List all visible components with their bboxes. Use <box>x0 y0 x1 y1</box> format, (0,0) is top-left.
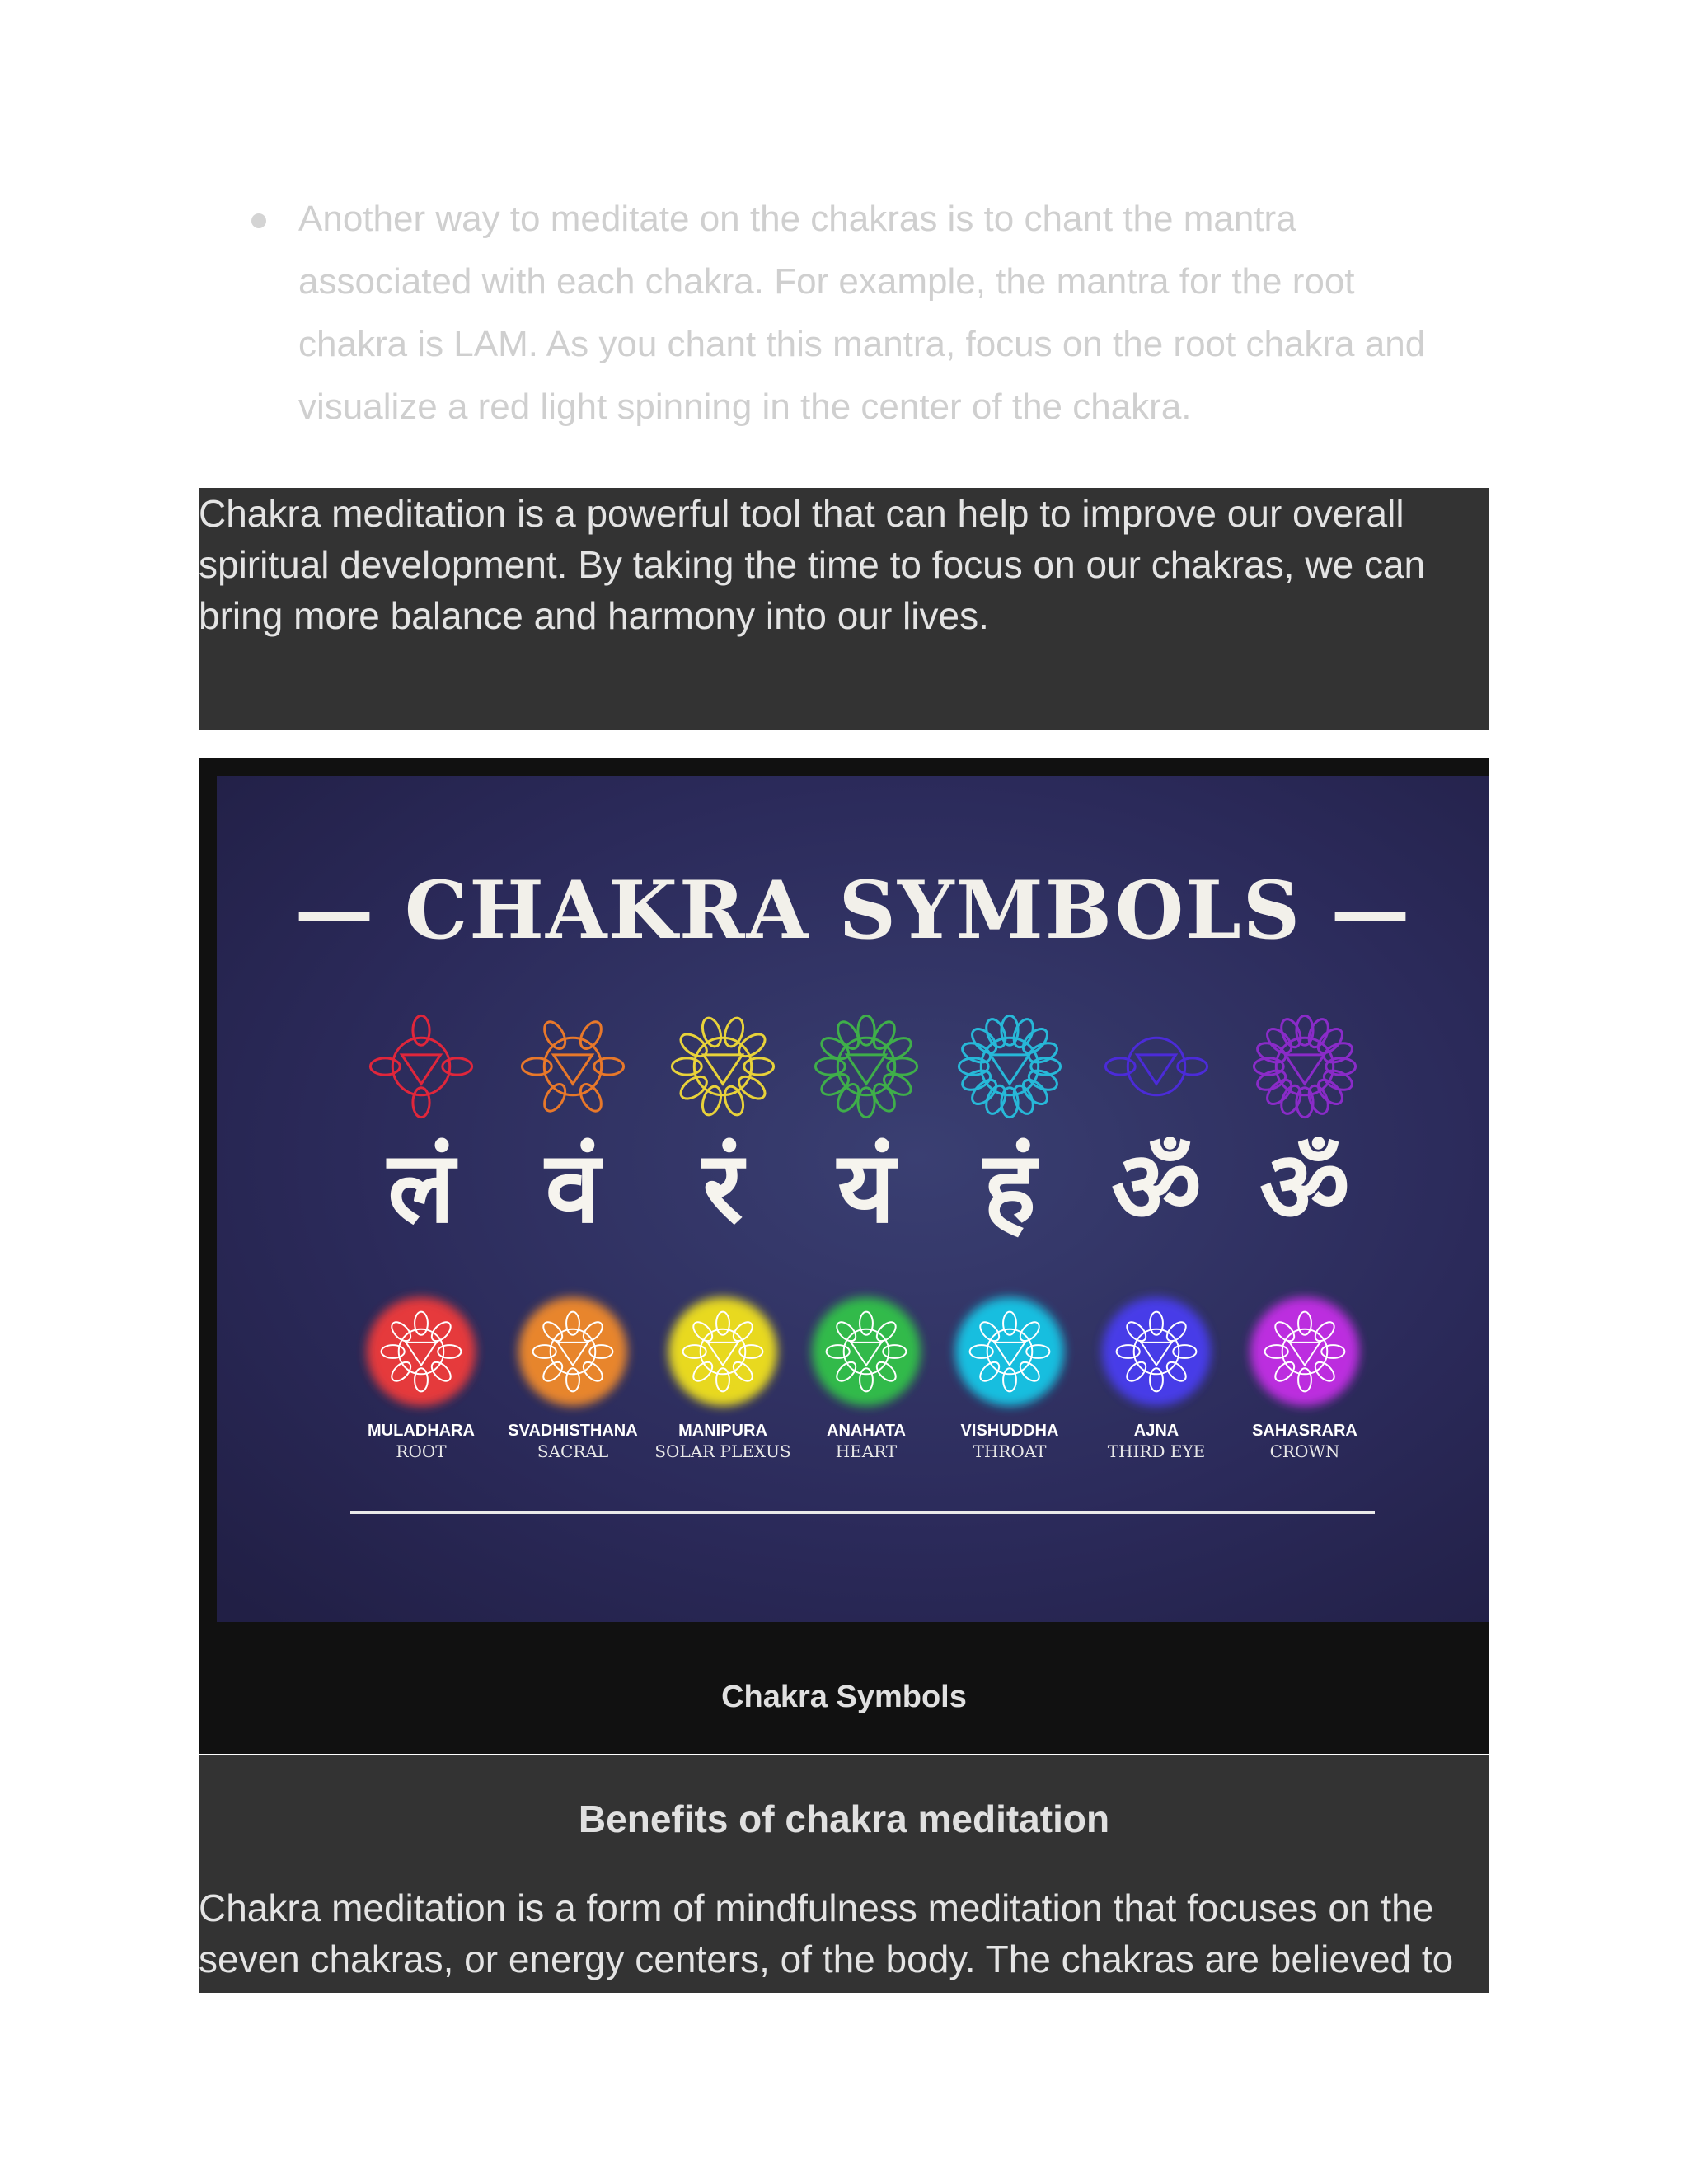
chakra-name-label: ANAHATA <box>827 1422 906 1440</box>
chakra-sub-label: THROAT <box>973 1441 1047 1461</box>
glow-chakra-icon <box>1250 1297 1359 1406</box>
chakra-sub-label: ROOT <box>396 1441 447 1461</box>
section-heading: Benefits of chakra meditation <box>578 1797 1110 1840</box>
chakra-name-label: AJNA <box>1133 1422 1179 1440</box>
chakra-sub-label: THIRD EYE <box>1107 1441 1206 1461</box>
seed-mantra: यं <box>837 1129 895 1245</box>
benefits-paragraph: Chakra meditation is a form of mindfulness meditation that focuses on the seven chakras, or energy centers, of the body. The chakras are believed to <box>199 1886 1454 1980</box>
seed-mantra: ॐ <box>1111 1129 1202 1245</box>
chakra-name-label: MULADHARA <box>368 1422 475 1440</box>
glow-chakra-icon <box>367 1297 476 1406</box>
bullet-text: Another way to meditate on the chakras is to chant the mantra associated with each chakra. For example, the mantra for the root chakra is LAM. As you chant this mantra, focus on the root chakra and visualize a red light spinning in the center of the chakra. <box>298 199 1426 427</box>
chakra-sub-label: CROWN <box>1269 1441 1340 1461</box>
figure-title: — CHAKRA SYMBOLS — <box>294 864 1412 957</box>
chakra-sub-label: SACRAL <box>537 1441 609 1461</box>
glow-chakra-icon <box>812 1297 921 1406</box>
summary-paragraph: Chakra meditation is a powerful tool that can help to improve our overall spiritual development. By taking the time to focus on our chakras, we can bring more balance and harmony into our lives. <box>199 492 1426 637</box>
glow-chakra-icon <box>668 1297 777 1406</box>
chakra-name-label: SVADHISTHANA <box>508 1422 638 1440</box>
chakra-sub-label: SOLAR PLEXUS <box>654 1441 791 1461</box>
chakra-name-label: VISHUDDHA <box>960 1422 1059 1440</box>
benefits-section <box>199 1755 1489 1993</box>
seed-mantra: हं <box>983 1129 1036 1245</box>
figure-caption: Chakra Symbols <box>721 1680 967 1714</box>
bullet-icon <box>251 213 266 228</box>
seed-mantra: ॐ <box>1259 1129 1350 1245</box>
chakra-symbols-image <box>217 776 1489 1622</box>
glow-chakra-icon <box>1102 1297 1211 1406</box>
summary-box <box>199 488 1489 730</box>
chakra-name-label: MANIPURA <box>678 1422 767 1440</box>
seed-mantra: लं <box>387 1129 455 1245</box>
seed-mantra: रं <box>702 1129 743 1245</box>
chakra-symbols-figure <box>199 758 1489 1754</box>
glow-chakra-icon <box>955 1297 1064 1406</box>
glow-chakra-icon <box>518 1297 627 1406</box>
seed-mantra: वं <box>545 1129 601 1245</box>
chakra-name-label: SAHASRARA <box>1252 1422 1357 1440</box>
chakra-sub-label: HEART <box>835 1441 898 1461</box>
